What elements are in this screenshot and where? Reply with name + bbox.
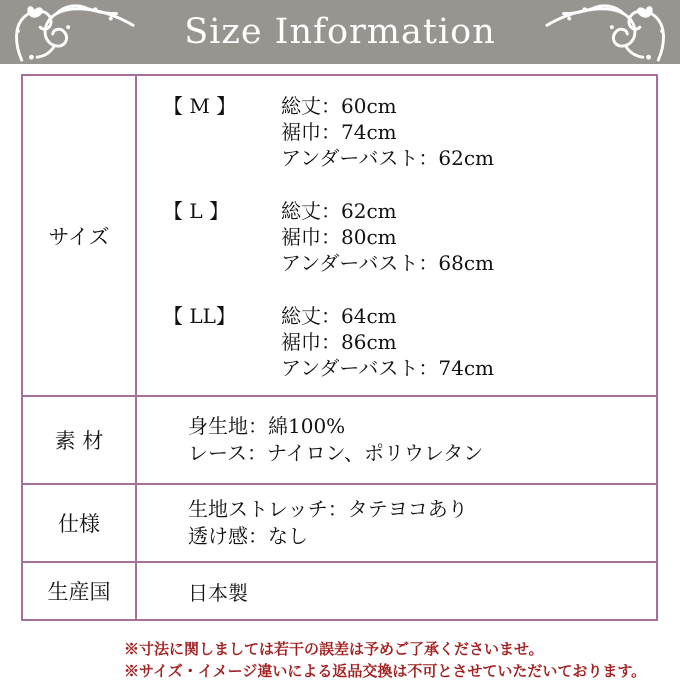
- spec-details: [137, 485, 656, 561]
- row-label-size: サイズ: [23, 76, 137, 395]
- material-details: [137, 397, 656, 483]
- table-row-origin: [23, 561, 656, 619]
- origin-details: [137, 563, 656, 619]
- size-line: 裾巾：80cm: [281, 225, 397, 249]
- size-lines-l: [281, 198, 494, 276]
- size-line: 総丈：60cm: [281, 94, 397, 118]
- table-row-spec: [23, 483, 656, 561]
- size-tag-l: 【 L 】: [163, 199, 229, 223]
- size-line: アンダーバスト：74cm: [281, 356, 495, 380]
- size-block-m: [163, 93, 656, 171]
- size-line: 総丈：64cm: [281, 304, 397, 328]
- page-title: Size Information: [184, 12, 496, 52]
- row-label-origin: 生産国: [23, 563, 137, 619]
- size-block-l: [163, 198, 656, 276]
- corner-flourish-left-icon: [8, 2, 138, 62]
- table-row-material: [23, 395, 656, 483]
- size-table: [21, 74, 658, 621]
- note-line: ※サイズ・イメージ違いによる返品交換は不可とさせていただいております。: [124, 662, 647, 680]
- header-banner: [0, 0, 680, 64]
- spec-line: 透け感：なし: [188, 524, 308, 548]
- corner-flourish-right-icon: [542, 2, 672, 62]
- origin-value: 日本製: [188, 580, 248, 605]
- material-line: レース：ナイロン、ポリウレタン: [188, 441, 484, 465]
- note-line: ※寸法に関しましては若干の誤差は予めご了承くださいませ。: [124, 640, 544, 658]
- footer-notes: [124, 638, 646, 682]
- material-line: 身生地：綿100%: [188, 414, 346, 438]
- size-line: 裾巾：86cm: [281, 330, 397, 354]
- row-label-spec: 仕様: [23, 485, 137, 561]
- size-block-ll: [163, 303, 656, 381]
- row-label-material: 素 材: [23, 397, 137, 483]
- size-measurements: [137, 76, 656, 395]
- size-line: 裾巾：74cm: [281, 120, 397, 144]
- size-lines-m: [281, 93, 494, 171]
- size-line: アンダーバスト：68cm: [281, 251, 495, 275]
- size-lines-ll: [281, 303, 494, 381]
- size-tag-m: 【 M 】: [163, 94, 237, 118]
- table-row-size: [23, 76, 656, 395]
- size-line: 総丈：62cm: [281, 199, 397, 223]
- size-tag-ll: 【 LL】: [163, 304, 236, 328]
- size-line: アンダーバスト：62cm: [281, 146, 495, 170]
- spec-line: 生地ストレッチ：タテヨコあり: [188, 497, 468, 521]
